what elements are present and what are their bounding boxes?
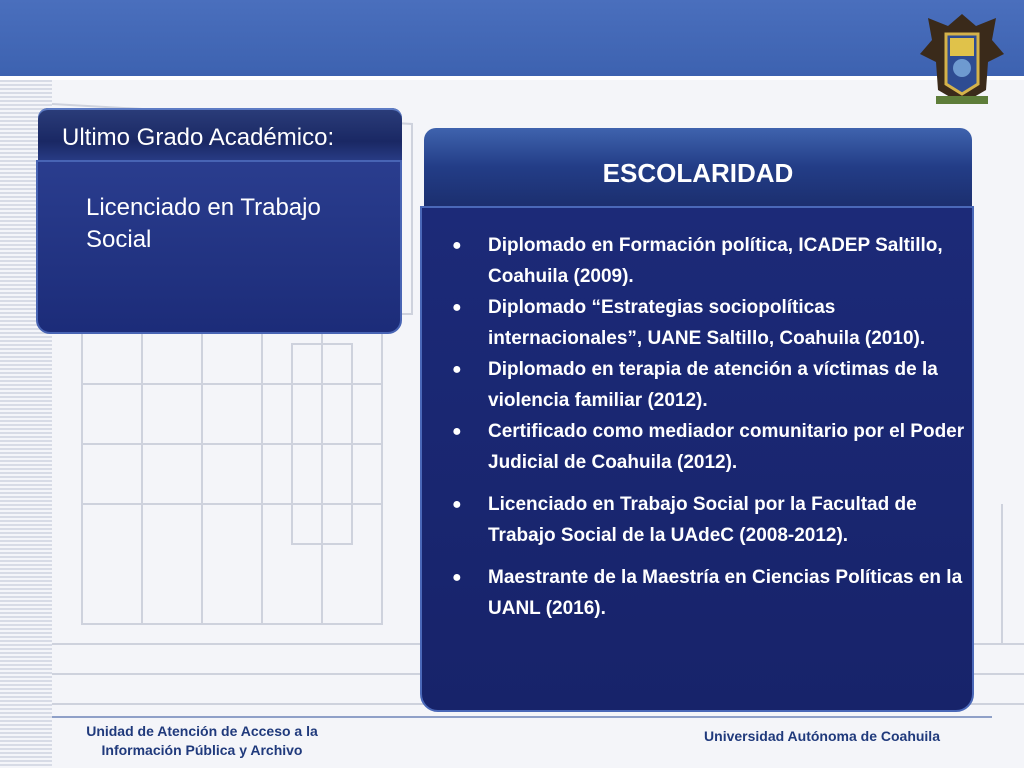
top-banner	[0, 0, 1024, 76]
academic-card-body	[36, 160, 402, 334]
bullet-icon: ●	[452, 299, 462, 316]
bullet-icon: ●	[452, 496, 462, 513]
list-item	[450, 292, 970, 354]
escolaridad-title: ESCOLARIDAD	[602, 158, 794, 188]
bullet-icon: ●	[452, 361, 462, 378]
bullet-icon: ●	[452, 569, 462, 586]
list-item-text: Diplomado “Estrategias sociopolíticas internacionales”, UANE Saltillo, Coahuila (2010).	[488, 297, 926, 349]
list-item	[450, 416, 970, 478]
footer-university-name: Universidad Autónoma de Coahuila	[704, 728, 940, 744]
bullet-icon: ●	[452, 423, 462, 440]
footer-unit-name	[52, 722, 352, 760]
escolaridad-card-header	[424, 128, 972, 214]
list-item-text: Certificado como mediador comunitario por el Poder Judicial de Coahuila (2012).	[488, 421, 965, 473]
footer-unit-line2: Información Pública y Archivo	[101, 742, 303, 758]
academic-card-header	[38, 108, 402, 164]
list-item-text: Diplomado en terapia de atención a víctimas de la violencia familiar (2012).	[488, 359, 938, 411]
list-item	[450, 230, 970, 292]
bullet-icon: ●	[452, 237, 462, 254]
list-item-text: Licenciado en Trabajo Social por la Facultad de Trabajo Social de la UAdeC (2008-2012).	[488, 494, 917, 546]
escolaridad-list	[450, 230, 970, 624]
list-item	[450, 562, 970, 624]
footer-divider	[52, 716, 992, 718]
academic-title: Ultimo Grado Académico:	[62, 124, 335, 151]
escolaridad-card-body	[420, 206, 974, 712]
list-item-text: Diplomado en Formación política, ICADEP Saltillo, Coahuila (2009).	[488, 235, 943, 287]
list-item	[450, 489, 970, 551]
university-crest-icon	[916, 6, 1008, 110]
academic-degree: Licenciado en Trabajo Social	[86, 194, 321, 253]
list-item-text: Maestrante de la Maestría en Ciencias Políticas en la UANL (2016).	[488, 567, 963, 619]
list-item	[450, 354, 970, 416]
banner-divider	[0, 76, 1024, 80]
footer-unit-line1: Unidad de Atención de Acceso a la	[86, 723, 318, 739]
